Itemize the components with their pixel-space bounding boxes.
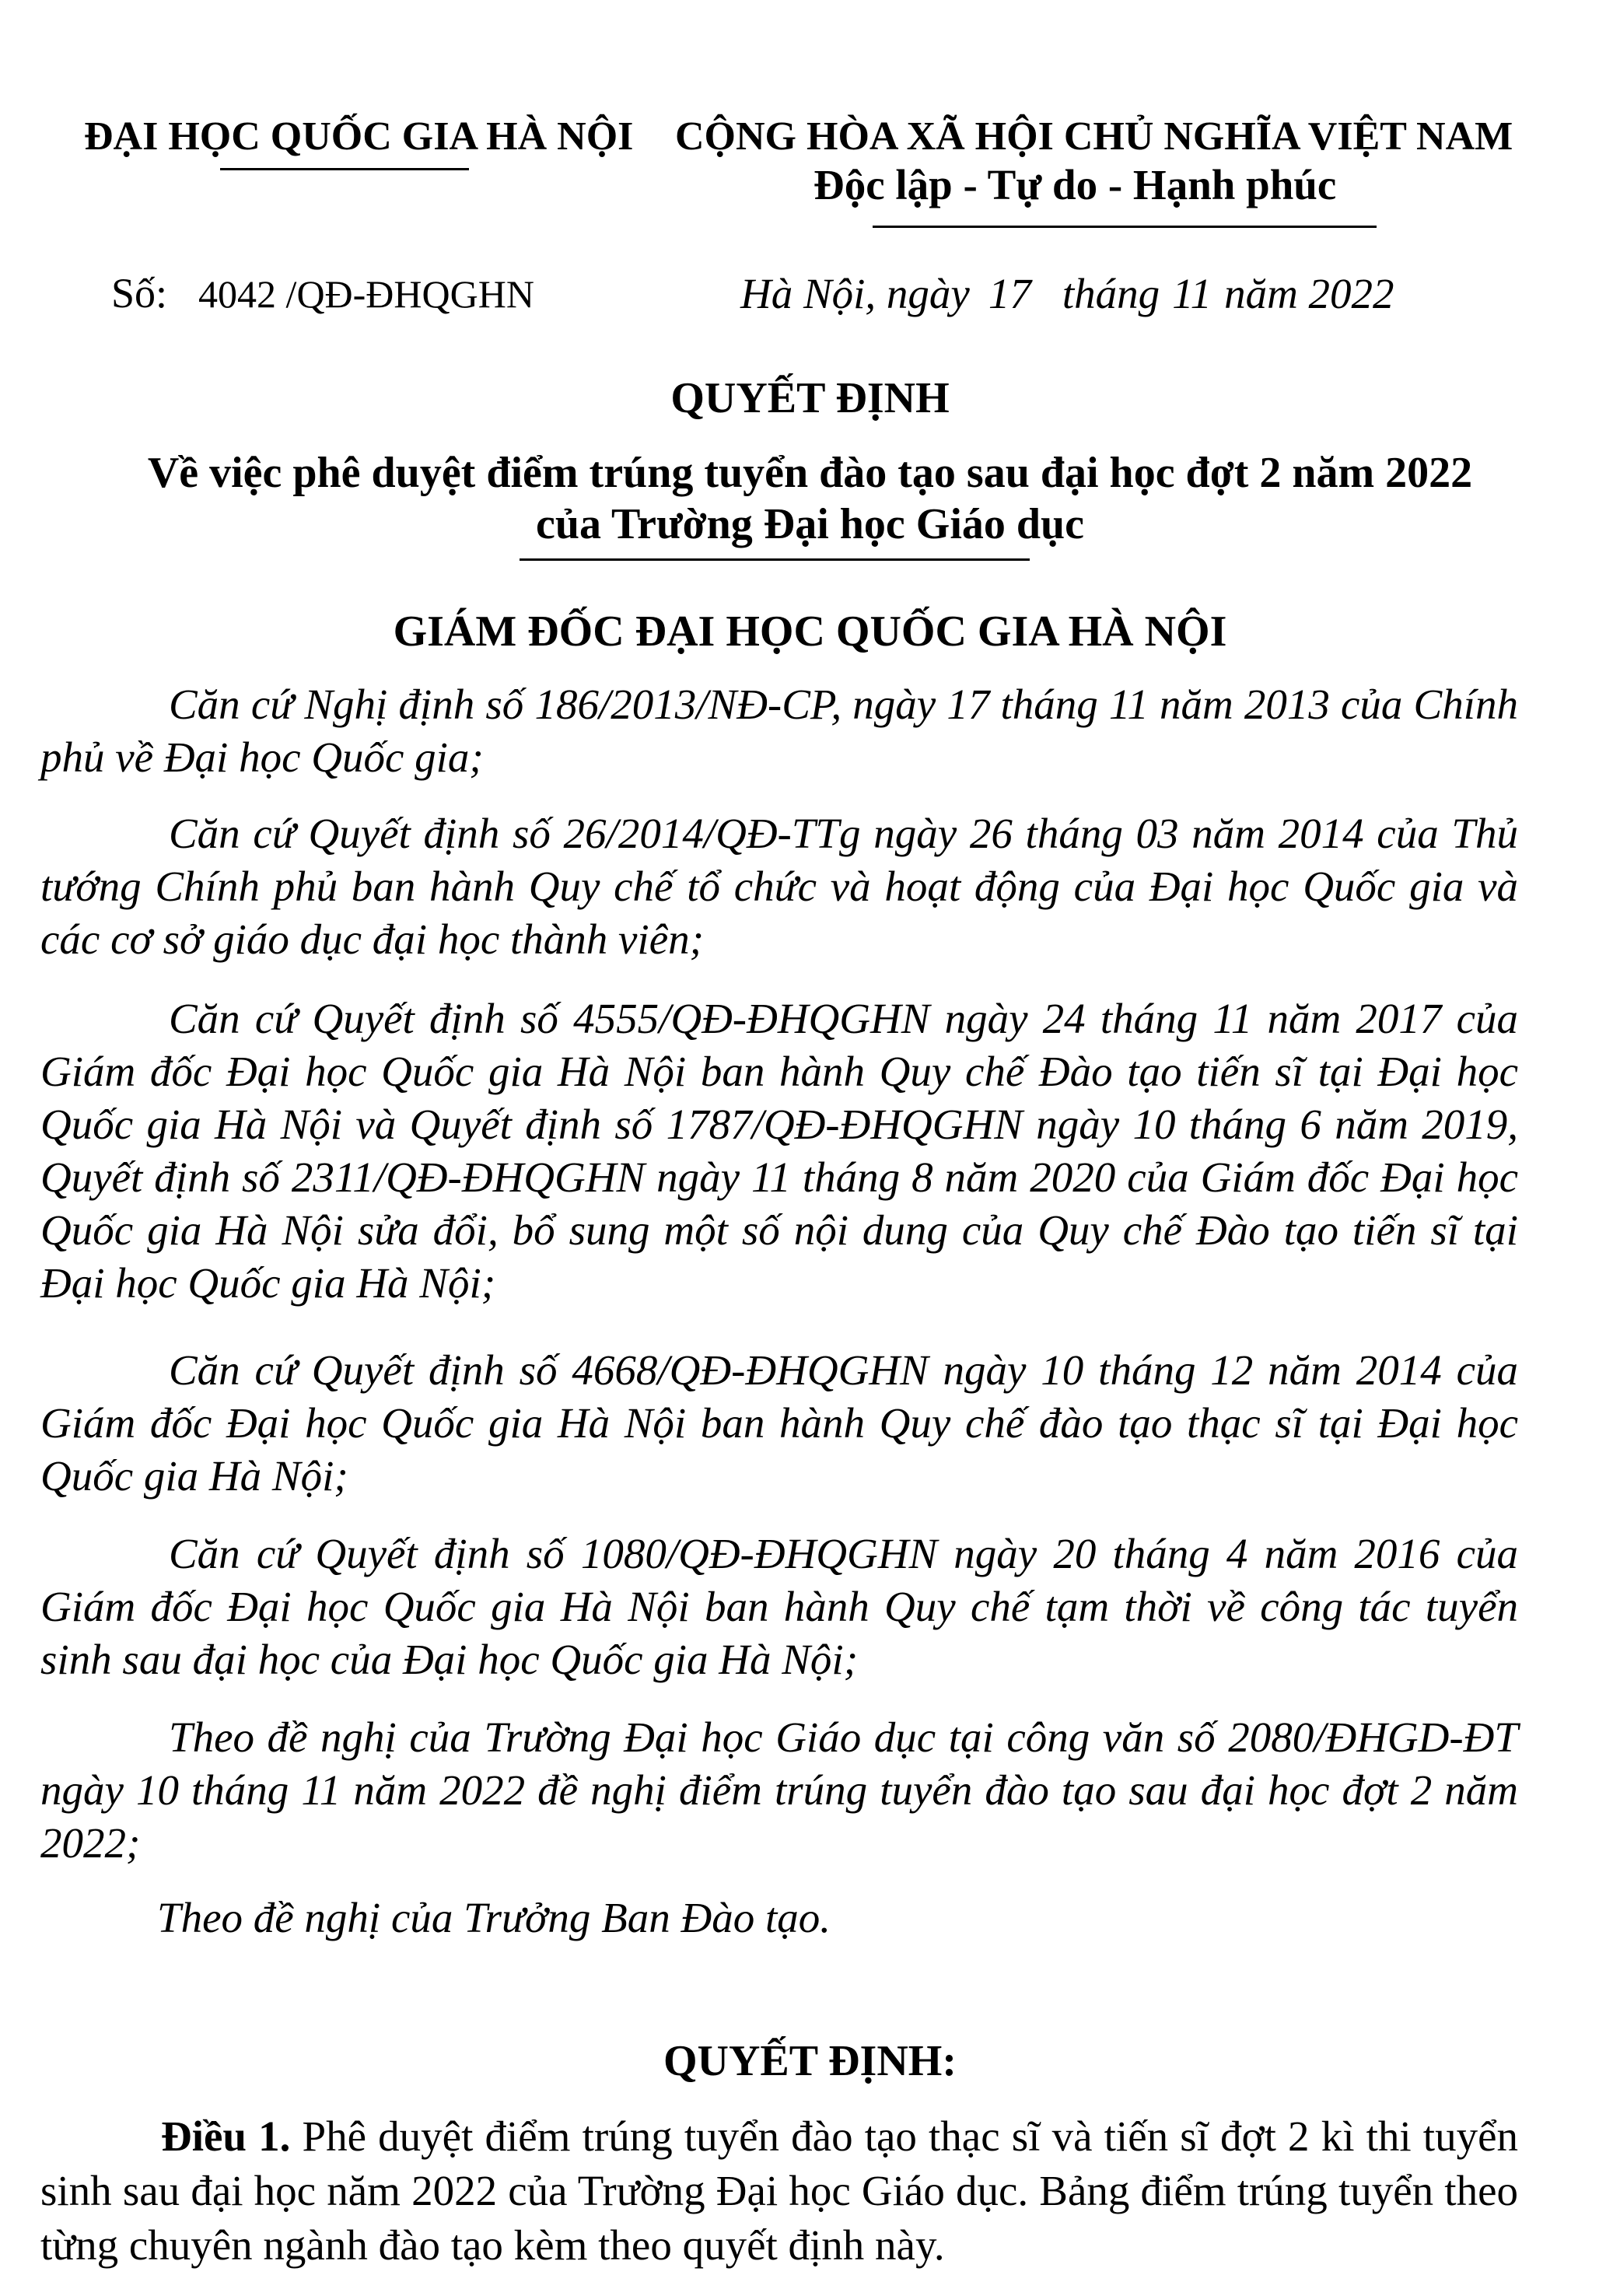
document-number: [111, 269, 534, 317]
training-head-proposal: Theo đề nghị của Trưởng Ban Đào tạo.: [157, 1894, 831, 1941]
decision-heading: QUYẾT ĐỊNH:: [663, 2037, 957, 2085]
national-motto: Độc lập - Tự do - Hạnh phúc: [813, 161, 1337, 208]
subject-line-1: Về việc phê duyệt điểm trúng tuyển đào tạo sau đại học đợt 2 năm 2022: [147, 449, 1473, 497]
country-name: CỘNG HÒA XÃ HỘI CHỦ NGHĨA VIỆT NAM: [675, 114, 1513, 159]
article-1-label: Điều 1.: [161, 2112, 291, 2160]
motto-underline: [873, 226, 1377, 228]
legal-basis-2: Căn cứ Quyết định số 26/2014/QĐ-TTg ngày 26 tháng 03 năm 2014 của Thủ tướng Chính phủ ban hành Quy chế tổ chức và hoạt động của Đại học Quốc gia và các cơ sở giáo dục đại học thành viên;: [40, 810, 1518, 963]
issue-month: 11: [1172, 270, 1212, 317]
month-label: tháng: [1062, 270, 1160, 317]
number-value: 4042 /QĐ-ĐHQGHN: [198, 272, 534, 316]
proposal-basis: Theo đề nghị của Trường Đại học Giáo dục tại công văn số 2080/ĐHGD-ĐT ngày 10 tháng 11 năm 2022 đề nghị điểm trúng tuyển đào tạo sau đại học đợt 2 năm 2022;: [40, 1713, 1518, 1867]
number-label: Số:: [111, 270, 168, 317]
legal-basis-3: Căn cứ Quyết định số 4555/QĐ-ĐHQGHN ngày 24 tháng 11 năm 2017 của Giám đốc Đại học Quốc gia Hà Nội ban hành Quy chế Đào tạo tiến sĩ tại Đại học Quốc gia Hà Nội và Quyết định số 1787/QĐ-ĐHQGHN ngày 10 tháng 6 năm 2019, Quyết định số 2311/QĐ-ĐHQGHN ngày 11 tháng 8 năm 2020 của Giám đốc Đại học Quốc gia Hà Nội sửa đổi, bổ sung một số nội dung của Quy chế Đào tạo tiến sĩ tại Đại học Quốc gia Hà Nội;: [40, 995, 1518, 1307]
legal-basis-5: Căn cứ Quyết định số 1080/QĐ-ĐHQGHN ngày 20 tháng 4 năm 2016 của Giám đốc Đại học Quốc gia Hà Nội ban hành Quy chế tạm thời về công tác tuyển sinh sau đại học của Đại học Quốc gia Hà Nội;: [40, 1530, 1518, 1683]
legal-basis-1: Căn cứ Nghị định số 186/2013/NĐ-CP, ngày 17 tháng 11 năm 2013 của Chính phủ về Đại học Quốc gia;: [40, 681, 1518, 781]
legal-basis-4: Căn cứ Quyết định số 4668/QĐ-ĐHQGHN ngày 10 tháng 12 năm 2014 của Giám đốc Đại học Quốc gia Hà Nội ban hành Quy chế đào tạo thạc sĩ tại Đại học Quốc gia Hà Nội;: [40, 1346, 1518, 1500]
article-1-text: Phê duyệt điểm trúng tuyển đào tạo thạc sĩ và tiến sĩ đợt 2 kì thi tuyển sinh sau đại học năm 2022 của Trường Đại học Giáo dục. Bảng điểm trúng tuyển theo từng chuyên ngành đào tạo kèm theo quyết định này.: [40, 2112, 1518, 2269]
organization-underline: [220, 168, 469, 170]
place-prefix: Hà Nội, ngày: [740, 270, 970, 317]
article-1: [40, 2109, 1518, 2273]
subject-line-2: của Trường Đại học Giáo dục: [535, 500, 1085, 548]
title-underline: [520, 558, 1030, 561]
issuing-organization: ĐẠI HỌC QUỐC GIA HÀ NỘI: [84, 114, 634, 159]
issuing-authority: GIÁM ĐỐC ĐẠI HỌC QUỐC GIA HÀ NỘI: [393, 607, 1227, 656]
issue-day: 17: [988, 270, 1031, 317]
place-and-date: [740, 269, 1394, 318]
year-label: năm: [1224, 270, 1298, 317]
issue-year: 2022: [1308, 270, 1394, 317]
document-title: QUYẾT ĐỊNH: [670, 374, 950, 422]
